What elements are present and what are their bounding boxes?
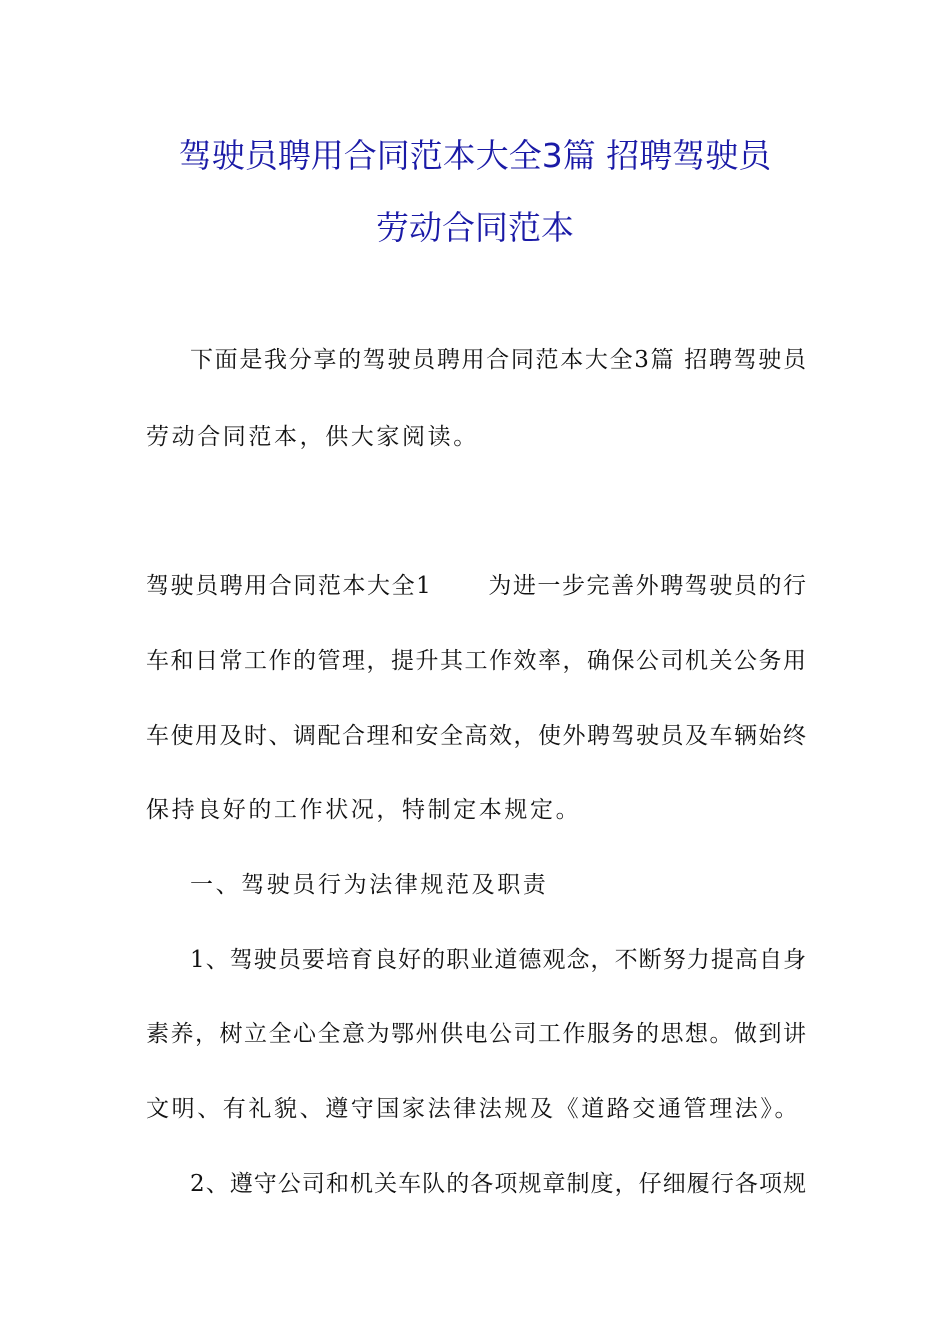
- section1-line-2: 车和日常工作的管理，提升其工作效率，确保公司机关公务用: [146, 648, 806, 674]
- section1-line-4: 保持良好的工作状况，特制定本规定。: [146, 797, 582, 823]
- section1-line-3: 车使用及时、调配合理和安全高效，使外聘驾驶员及车辆始终: [146, 723, 806, 749]
- document-title-line-1: 驾驶员聘用合同范本大全3篇 招聘驾驶员: [178, 136, 772, 175]
- item2-line-1: 2、遵守公司和机关车队的各项规章制度，仔细履行各项规: [190, 1171, 806, 1197]
- item1-line-1: 1、驾驶员要培育良好的职业道德观念，不断努力提高自身: [190, 947, 806, 973]
- item1-line-2: 素养，树立全心全意为鄂州供电公司工作服务的思想。做到讲: [146, 1021, 806, 1047]
- section1-heading: 驾驶员聘用合同范本大全1: [146, 573, 431, 599]
- intro-paragraph-line-2: 劳动合同范本，供大家阅读。: [146, 424, 479, 450]
- section1-line1-text: 为进一步完善外聘驾驶员的行: [486, 573, 807, 599]
- document-title-line-2: 劳动合同范本: [376, 208, 574, 247]
- section1-first-line: [146, 571, 806, 601]
- item1-line-3: 文明、有礼貌、遵守国家法律法规及《道路交通管理法》。: [146, 1096, 801, 1122]
- intro-paragraph-line-1: 下面是我分享的驾驶员聘用合同范本大全3篇 招聘驾驶员: [190, 347, 806, 373]
- chapter1-heading: 一、驾驶员行为法律规范及职责: [190, 872, 549, 898]
